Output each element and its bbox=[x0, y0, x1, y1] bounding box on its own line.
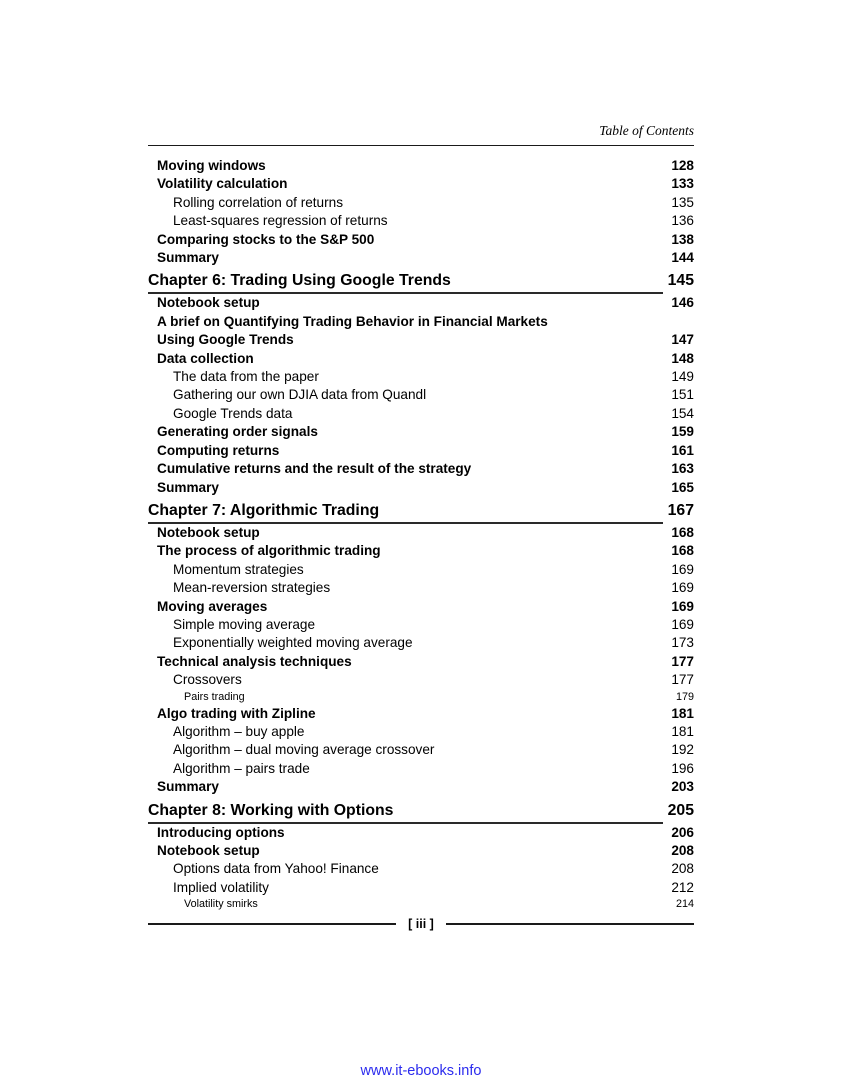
toc-entry-title: Chapter 8: Working with Options bbox=[148, 801, 394, 819]
toc-entry-page: 169 bbox=[671, 616, 694, 632]
toc-entry-page: 128 bbox=[671, 158, 694, 173]
toc-entry-page: 214 bbox=[675, 898, 694, 911]
toc-row bbox=[148, 231, 694, 249]
toc-entry-title: Algorithm – pairs trade bbox=[173, 760, 310, 776]
toc-entry-page: 167 bbox=[667, 501, 694, 519]
toc-entry-title: Crossovers bbox=[173, 672, 242, 688]
toc-entry-page: 173 bbox=[671, 635, 694, 651]
toc-entry-title: Summary bbox=[157, 250, 219, 266]
toc-entry-title: Computing returns bbox=[157, 442, 280, 458]
toc-entry-title: Algo trading with Zipline bbox=[157, 705, 316, 721]
toc-entry-page: 179 bbox=[675, 690, 694, 703]
toc-entry-title: Gathering our own DJIA data from Quandl bbox=[173, 387, 427, 403]
toc-row bbox=[148, 616, 694, 634]
toc-entry-page: 181 bbox=[671, 705, 694, 721]
toc-entry-title: Volatility calculation bbox=[157, 176, 288, 192]
toc-row bbox=[148, 741, 694, 759]
page-number: [ iii ] bbox=[408, 917, 434, 931]
toc-row bbox=[148, 313, 694, 331]
toc-entry-title: Momentum strategies bbox=[173, 561, 304, 577]
toc-row bbox=[148, 460, 694, 478]
toc-row bbox=[148, 542, 694, 560]
toc-entry-page: 168 bbox=[671, 524, 694, 540]
toc-entry-title: Cumulative returns and the result of the strategy bbox=[157, 461, 472, 477]
ebook-watermark-link[interactable]: www.it-ebooks.info bbox=[360, 1063, 482, 1079]
toc-chapter-row bbox=[148, 270, 694, 294]
toc-entry-title: Notebook setup bbox=[157, 843, 260, 858]
chapter-underline bbox=[148, 500, 663, 524]
toc-entry-title: Chapter 7: Algorithmic Trading bbox=[148, 501, 380, 519]
toc-entry-title: Mean-reversion strategies bbox=[173, 580, 331, 596]
toc-row bbox=[148, 524, 694, 542]
toc-entry-page: 133 bbox=[671, 176, 694, 192]
toc-row bbox=[148, 479, 694, 497]
page-footer bbox=[148, 917, 694, 931]
toc-row bbox=[148, 723, 694, 741]
toc-entry-page: 165 bbox=[671, 479, 694, 495]
chapter-underline bbox=[148, 800, 663, 824]
toc-entry-page: 151 bbox=[671, 387, 694, 403]
toc-entry-page: 145 bbox=[667, 272, 694, 290]
toc-entry-page: 168 bbox=[671, 543, 694, 559]
toc-entry-page: 161 bbox=[671, 442, 694, 458]
toc-row bbox=[148, 653, 694, 671]
toc-row bbox=[148, 442, 694, 460]
toc-entry-page: 177 bbox=[671, 672, 694, 688]
toc-entry-page: 149 bbox=[671, 369, 694, 385]
toc-entry-page: 148 bbox=[671, 350, 694, 366]
running-header-title: Table of Contents bbox=[148, 122, 694, 146]
toc-row bbox=[148, 842, 694, 860]
toc-entry-title: Introducing options bbox=[157, 824, 285, 840]
toc-entry-page: 208 bbox=[671, 861, 694, 877]
toc-row bbox=[148, 350, 694, 368]
toc-entry-page: 169 bbox=[671, 580, 694, 596]
toc-entry-page: 136 bbox=[671, 213, 694, 229]
toc-row bbox=[148, 331, 694, 349]
toc-entry-title: The process of algorithmic trading bbox=[157, 543, 381, 559]
toc-entry-title: Simple moving average bbox=[173, 616, 316, 632]
toc-entry-title: Chapter 6: Trading Using Google Trends bbox=[148, 272, 451, 290]
toc-row bbox=[148, 760, 694, 778]
toc-entry-page: 163 bbox=[671, 461, 694, 477]
toc-entry-title: Notebook setup bbox=[157, 524, 260, 540]
toc-entry-title: Summary bbox=[157, 479, 219, 495]
toc-row bbox=[148, 294, 694, 312]
toc-rows bbox=[148, 157, 694, 912]
chapter-underline bbox=[148, 270, 663, 294]
toc-entry-title: Comparing stocks to the S&P 500 bbox=[157, 231, 375, 247]
toc-chapter-row bbox=[148, 800, 694, 824]
toc-entry-title: Exponentially weighted moving average bbox=[173, 635, 413, 651]
toc-entry-page: 147 bbox=[671, 332, 694, 348]
toc-entry-page: 192 bbox=[671, 742, 694, 758]
toc-row bbox=[148, 897, 694, 912]
toc-entry-title: Summary bbox=[157, 779, 219, 795]
toc-entry-title: Data collection bbox=[157, 350, 254, 366]
toc-entry-page: 196 bbox=[671, 760, 694, 776]
toc-row bbox=[148, 778, 694, 796]
toc-entry-page: 212 bbox=[671, 879, 694, 895]
footer-rule-left bbox=[148, 923, 396, 925]
toc-row bbox=[148, 824, 694, 842]
toc-entry-page: 177 bbox=[671, 653, 694, 669]
toc-entry-page: 169 bbox=[671, 561, 694, 577]
toc-entry-page: 154 bbox=[671, 405, 694, 421]
toc-entry-title: Technical analysis techniques bbox=[157, 653, 352, 669]
toc-chapter-row bbox=[148, 500, 694, 524]
toc-row bbox=[148, 386, 694, 404]
toc-entry-title: Least-squares regression of returns bbox=[173, 213, 388, 229]
toc-entry-title: Using Google Trends bbox=[157, 332, 294, 348]
toc-row bbox=[148, 175, 694, 193]
toc-row bbox=[148, 561, 694, 579]
toc-entry-title: The data from the paper bbox=[173, 369, 319, 385]
toc-row bbox=[148, 705, 694, 723]
toc-entry-title: Implied volatility bbox=[173, 879, 269, 895]
toc-entry-title: Moving windows bbox=[157, 158, 266, 173]
toc-entry-page: 146 bbox=[671, 295, 694, 311]
toc-entry-title: Google Trends data bbox=[173, 405, 293, 421]
toc-entry-title: Moving averages bbox=[157, 598, 268, 614]
toc-row bbox=[148, 860, 694, 878]
toc-row bbox=[148, 690, 694, 705]
toc-entry-title: Algorithm – dual moving average crossover bbox=[173, 742, 435, 758]
toc-row bbox=[148, 405, 694, 423]
toc-entry-page: 159 bbox=[671, 424, 694, 440]
toc-row bbox=[148, 423, 694, 441]
toc-row bbox=[148, 212, 694, 230]
toc-entry-page: 144 bbox=[671, 250, 694, 266]
toc-entry-title: Volatility smirks bbox=[184, 898, 258, 911]
toc-entry-title: Options data from Yahoo! Finance bbox=[173, 861, 379, 877]
toc-row bbox=[148, 671, 694, 689]
footer-rule-right bbox=[446, 923, 694, 925]
toc-row bbox=[148, 194, 694, 212]
toc-row bbox=[148, 249, 694, 267]
toc-entry-title: Notebook setup bbox=[157, 295, 260, 311]
toc-entry-title: Algorithm – buy apple bbox=[173, 723, 305, 739]
toc-row bbox=[148, 634, 694, 652]
toc-entry-page: 203 bbox=[671, 779, 694, 795]
toc-row bbox=[148, 579, 694, 597]
toc-entry-page: 206 bbox=[671, 824, 694, 840]
toc-entry-page: 138 bbox=[671, 231, 694, 247]
toc-entry-title: Pairs trading bbox=[184, 690, 245, 703]
toc-entry-page: 205 bbox=[667, 801, 694, 819]
toc-row bbox=[148, 598, 694, 616]
toc-entry-title: Rolling correlation of returns bbox=[173, 194, 344, 210]
toc-entry-page: 181 bbox=[671, 723, 694, 739]
toc-row bbox=[148, 368, 694, 386]
toc-entry-title: A brief on Quantifying Trading Behavior in Financial Markets bbox=[157, 313, 548, 329]
toc-entry-page: 208 bbox=[671, 843, 694, 858]
toc-content bbox=[148, 122, 694, 912]
toc-entry-page: 169 bbox=[671, 598, 694, 614]
toc-entry-page: 135 bbox=[671, 194, 694, 210]
toc-entry-title: Generating order signals bbox=[157, 424, 318, 440]
toc-row bbox=[148, 157, 694, 175]
toc-row bbox=[148, 879, 694, 897]
